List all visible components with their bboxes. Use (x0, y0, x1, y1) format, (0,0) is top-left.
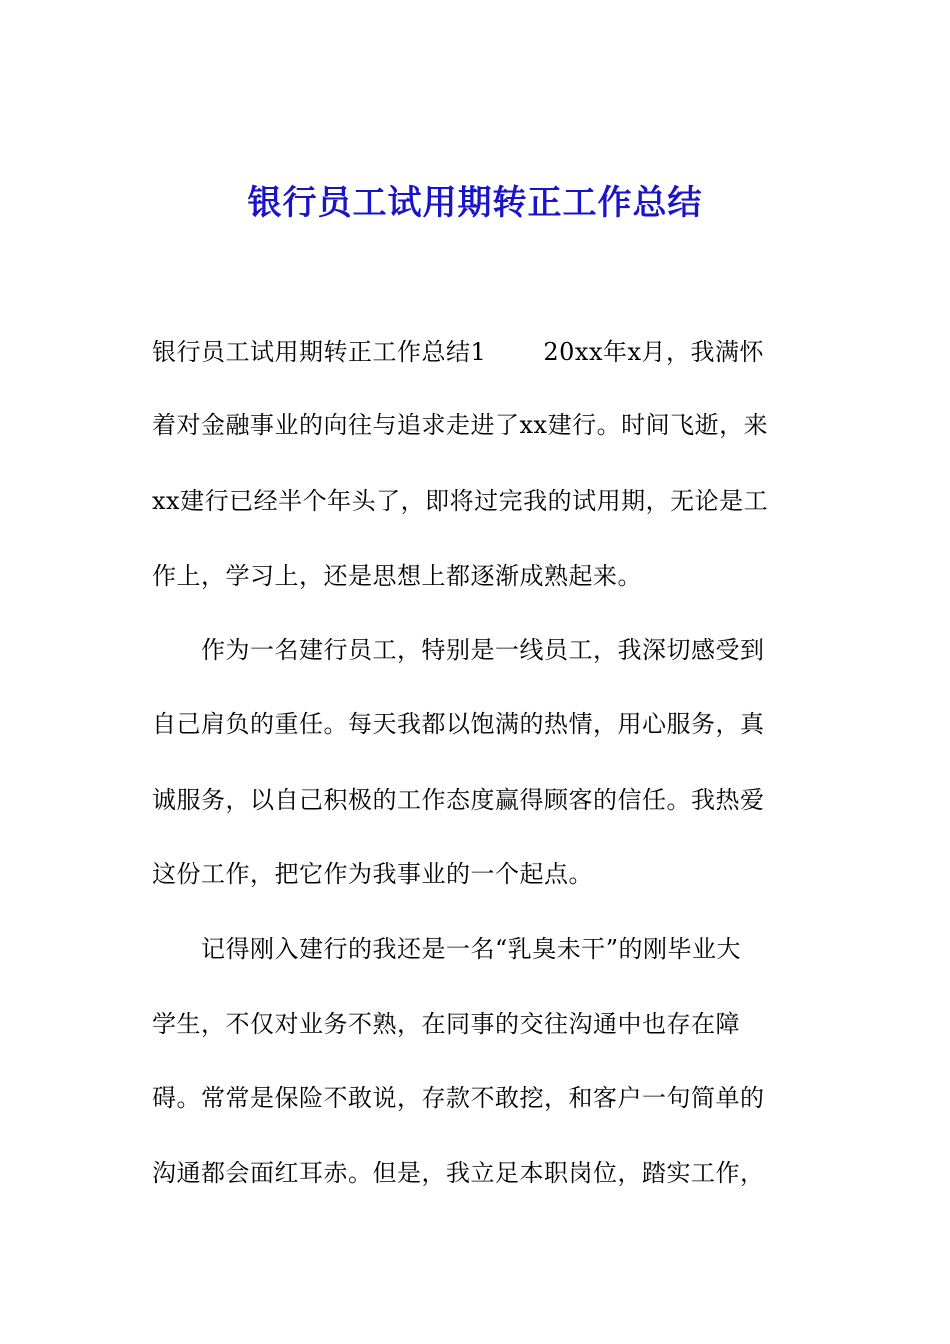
body-line-2: 着对金融事业的向往与追求走进了xx建行。时间飞逝，来 (152, 411, 769, 439)
body-line-3: xx建行已经半个年头了，即将过完我的试用期，无论是工 (152, 487, 769, 515)
body-line-6: 自己肩负的重任。每天我都以饱满的热情，用心服务，真 (152, 710, 765, 738)
body-line-9: 记得刚入建行的我还是一名“乳臭未干”的刚毕业大 (152, 935, 742, 963)
body-line-7: 诚服务，以自己积极的工作态度赢得顾客的信任。我热爱 (152, 786, 765, 814)
body-line-4: 作上，学习上，还是思想上都逐渐成熟起来。 (152, 562, 642, 590)
body-line-1: 银行员工试用期转正工作总结1 20xx年x月，我满怀 (152, 338, 765, 366)
document-title: 银行员工试用期转正工作总结 (247, 183, 703, 223)
body-line-12: 沟通都会面红耳赤。但是，我立足本职岗位，踏实工作， (152, 1159, 765, 1187)
body-line-11: 碍。常常是保险不敢说，存款不敢挖，和客户一句简单的 (152, 1084, 765, 1112)
body-line-10: 学生，不仅对业务不熟，在同事的交往沟通中也存在障 (152, 1010, 740, 1038)
body-line-5: 作为一名建行员工，特别是一线员工，我深切感受到 (152, 636, 765, 664)
body-line-8: 这份工作，把它作为我事业的一个起点。 (152, 860, 593, 888)
